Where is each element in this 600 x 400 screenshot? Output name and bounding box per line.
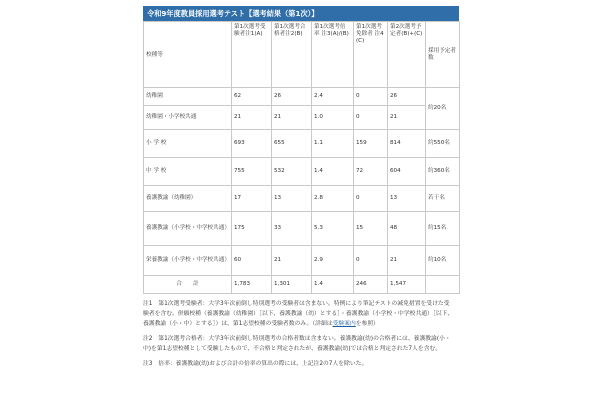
row-exempt: 0: [354, 88, 388, 106]
row-second-stage: 13: [388, 186, 426, 212]
row-school-type: 合 計: [144, 276, 232, 294]
row-second-stage: 604: [388, 158, 426, 186]
row-second-stage: 1,547: [388, 276, 426, 294]
row-applicants: 693: [232, 130, 272, 158]
row-school-type: 小 学 校: [144, 130, 232, 158]
table-total-row: [144, 276, 460, 294]
row-planned-hires: 約10名: [426, 246, 460, 276]
row-passed: 1,301: [272, 276, 312, 294]
row-planned-hires: 若干名: [426, 186, 460, 212]
row-passed: 33: [272, 212, 312, 246]
row-ratio: 1.4: [312, 158, 354, 186]
row-ratio: 1.0: [312, 106, 354, 130]
row-ratio: 2.4: [312, 88, 354, 106]
row-school-type: 幼稚園: [144, 88, 232, 106]
table-header-row: [144, 22, 460, 88]
row-passed: 655: [272, 130, 312, 158]
note-1-text: 注1 第1次選考受験者：大学3年次前倒し特別選考の受験者は含まない。特例により筆記テストの減免措置を受けた受験者を含む。併願校種（養護教諭（幼稚園）［以下、養護教諭（幼）とする］・養護教諭（小学校・中学校共通）［以下、養護教諭（小・中）とする］）は、第1志望校種の受験者数のみ。（詳細は: [143, 301, 454, 327]
page-title: 令和9年度教員採用選考テスト【選考結果（第1次）】: [143, 6, 459, 21]
row-exempt: 159: [354, 130, 388, 158]
row-applicants: 60: [232, 246, 272, 276]
row-passed: 21: [272, 246, 312, 276]
row-school-type: 中 学 校: [144, 158, 232, 186]
row-applicants: 62: [232, 88, 272, 106]
row-applicants: 17: [232, 186, 272, 212]
note-1-suffix: を参照）: [355, 321, 379, 327]
row-ratio: 5.3: [312, 212, 354, 246]
row-second-stage: 48: [388, 212, 426, 246]
row-passed: 26: [272, 88, 312, 106]
row-planned-hires: [426, 276, 460, 294]
row-applicants: 21: [232, 106, 272, 130]
header-school-type: 校種等: [144, 22, 232, 88]
row-ratio: 2.8: [312, 186, 354, 212]
exam-guide-link[interactable]: 受験案内: [332, 321, 356, 327]
row-passed: 13: [272, 186, 312, 212]
table-row: [144, 106, 460, 130]
row-exempt: 15: [354, 212, 388, 246]
row-passed: 21: [272, 106, 312, 130]
results-panel: [143, 6, 459, 294]
row-school-type: 幼稚園・小学校共通: [144, 106, 232, 130]
row-school-type: 栄養教諭（小学校・中学校共通）: [144, 246, 232, 276]
table-row: [144, 186, 460, 212]
header-ratio: 第1次選考倍率 注3(A)/(B): [312, 22, 354, 88]
row-school-type: 養護教諭（小学校・中学校共通）: [144, 212, 232, 246]
note-2: 注2 第1次選考合格者：大学3年次前倒し特別選考の合格者数は含まない。養護教諭(幼)の合格者には、養護教諭(小・中)を第1志望校種として受験したもので、不合格と判定されたが、養護教諭(幼)では合格と判定された7人を含む。: [143, 336, 451, 352]
row-exempt: 0: [354, 246, 388, 276]
row-ratio: 2.9: [312, 246, 354, 276]
row-planned-hires: 約15名: [426, 212, 460, 246]
table-row: [144, 158, 460, 186]
row-planned-hires: 約360名: [426, 158, 460, 186]
row-second-stage: 814: [388, 130, 426, 158]
row-second-stage: 21: [388, 246, 426, 276]
row-passed: 532: [272, 158, 312, 186]
header-passed: 第1次選考合格者注2(B): [272, 22, 312, 88]
table-row: [144, 212, 460, 246]
row-second-stage: 26: [388, 88, 426, 106]
table-row: [144, 88, 460, 106]
results-table: [143, 21, 460, 294]
header-second-stage: 第2次選考予定者(B)+(C): [388, 22, 426, 88]
note-1: [143, 299, 455, 329]
notes-section: [143, 299, 455, 374]
row-second-stage: 21: [388, 106, 426, 130]
header-applicants: 第1次選考受験者注1(A): [232, 22, 272, 88]
row-exempt: 246: [354, 276, 388, 294]
row-exempt: 0: [354, 106, 388, 130]
row-applicants: 755: [232, 158, 272, 186]
header-exempt: 第1次選考免除者 注4(C): [354, 22, 388, 88]
row-applicants: 1,783: [232, 276, 272, 294]
row-ratio: 1.4: [312, 276, 354, 294]
row-school-type: 養護教諭（幼稚園）: [144, 186, 232, 212]
table-row: [144, 246, 460, 276]
row-applicants: 175: [232, 212, 272, 246]
row-ratio: 1.1: [312, 130, 354, 158]
row-planned-hires: 約550名: [426, 130, 460, 158]
header-planned-hires: 採用予定者数: [426, 22, 460, 88]
table-row: [144, 130, 460, 158]
row-exempt: 0: [354, 186, 388, 212]
note-3: 注3 倍率：養護教諭(幼)および合計の倍率の算出の際には、上記注2の7人を除いた。: [143, 361, 368, 367]
row-planned-hires-merged: 約20名: [426, 88, 460, 130]
row-exempt: 72: [354, 158, 388, 186]
